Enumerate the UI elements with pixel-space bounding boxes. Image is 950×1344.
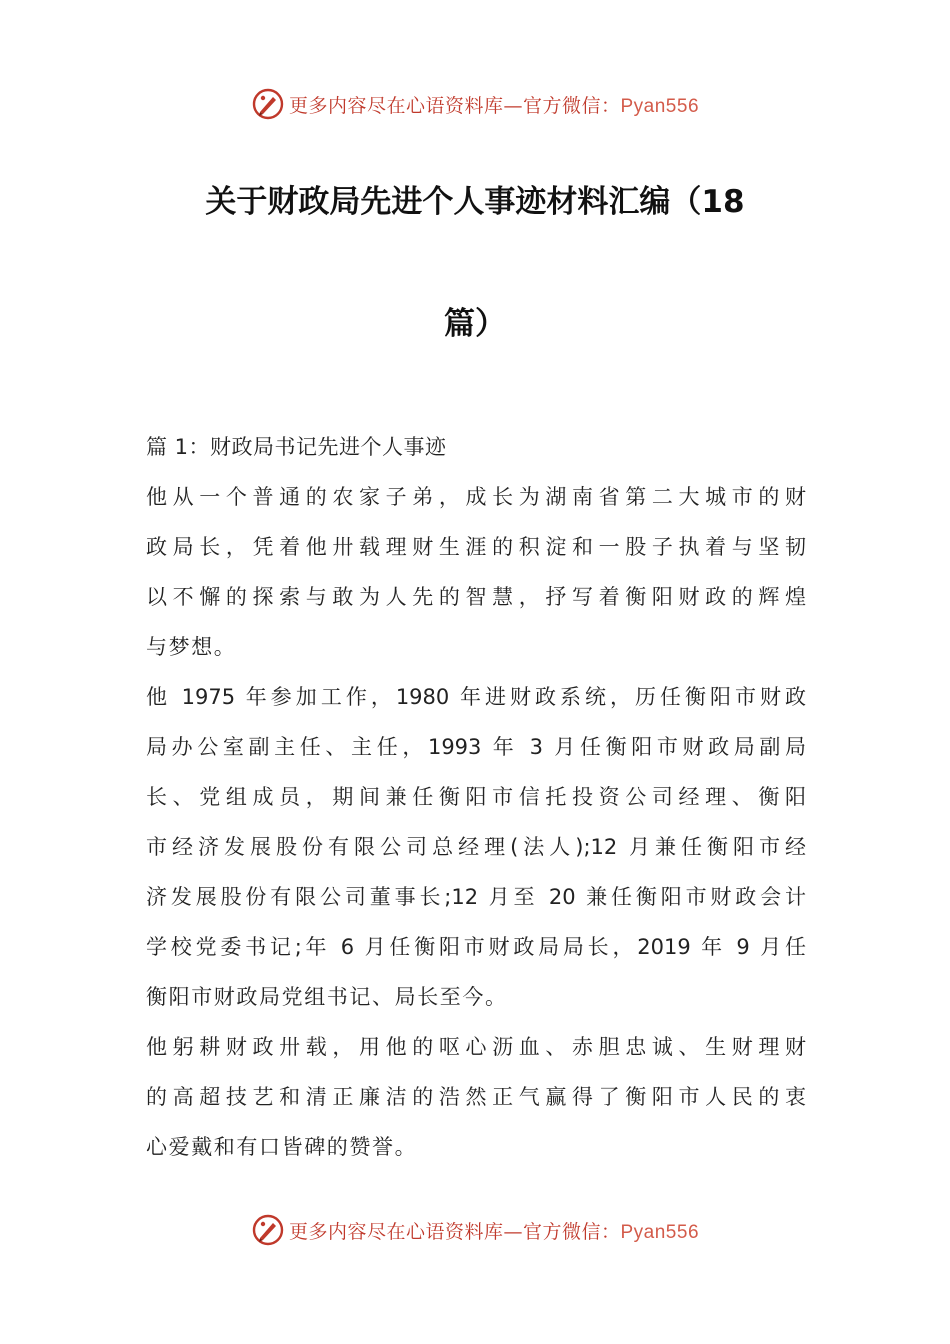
paragraph-line: 的高超技艺和清正廉洁的浩然正气赢得了衡阳市人民的衷 bbox=[146, 1085, 806, 1109]
watermark-dash: — bbox=[503, 1220, 523, 1243]
paragraph-line: 市经济发展股份有限公司总经理(法人);12 月兼任衡阳市经 bbox=[146, 835, 806, 859]
document-title-line-1: 关于财政局先进个人事迹材料汇编（18 bbox=[205, 184, 745, 220]
paragraph-line: 他 1975 年参加工作，1980 年进财政系统，历任衡阳市财政 bbox=[146, 685, 806, 709]
document-title-line-2: 篇） bbox=[444, 306, 506, 342]
paragraph-line: 学校党委书记;年 6 月任衡阳市财政局局长，2019 年 9 月任 bbox=[146, 935, 806, 959]
watermark-text bbox=[289, 1217, 699, 1244]
paragraph-line: 局办公室副主任、主任，1993 年 3 月任衡阳市财政局副局 bbox=[146, 735, 806, 759]
paragraph-line: 济发展股份有限公司董事长;12 月至 20 兼任衡阳市财政会计 bbox=[146, 885, 806, 909]
pen-logo-icon bbox=[251, 1213, 285, 1247]
paragraph-line: 长、党组成员，期间兼任衡阳市信托投资公司经理、衡阳 bbox=[146, 785, 806, 809]
watermark-main: 更多内容尽在心语资料库 bbox=[288, 94, 504, 117]
watermark-wechat-label: 官方微信： bbox=[522, 94, 621, 117]
watermark-wechat-id: Pyan556 bbox=[620, 1221, 700, 1243]
watermark-dash: — bbox=[503, 94, 523, 117]
paragraph-line: 与梦想。 bbox=[146, 635, 237, 659]
paragraph-line: 政局长，凭着他卅载理财生涯的积淀和一股子执着与坚韧 bbox=[146, 535, 806, 559]
paragraph-line: 他躬耕财政卅载，用他的呕心沥血、赤胆忠诚、生财理财 bbox=[146, 1035, 806, 1059]
watermark-text bbox=[289, 91, 699, 118]
document-body bbox=[146, 430, 806, 1180]
paragraph-line: 他从一个普通的农家子弟，成长为湖南省第二大城市的财 bbox=[146, 485, 806, 509]
watermark-main: 更多内容尽在心语资料库 bbox=[288, 1220, 504, 1243]
footer-watermark-banner bbox=[0, 1210, 950, 1250]
watermark-wechat-label: 官方微信： bbox=[522, 1220, 621, 1243]
paragraph-line: 以不懈的探索与敢为人先的智慧，抒写着衡阳财政的辉煌 bbox=[146, 585, 806, 609]
watermark-wechat-id: Pyan556 bbox=[620, 95, 700, 117]
paragraph-line: 心爱戴和有口皆碑的赞誉。 bbox=[146, 1135, 418, 1159]
pen-logo-icon bbox=[251, 87, 285, 121]
header-watermark-banner bbox=[0, 84, 950, 124]
paragraph-line: 衡阳市财政局党组书记、局长至今。 bbox=[146, 985, 508, 1009]
section-heading: 篇 1：财政局书记先进个人事迹 bbox=[146, 435, 447, 459]
